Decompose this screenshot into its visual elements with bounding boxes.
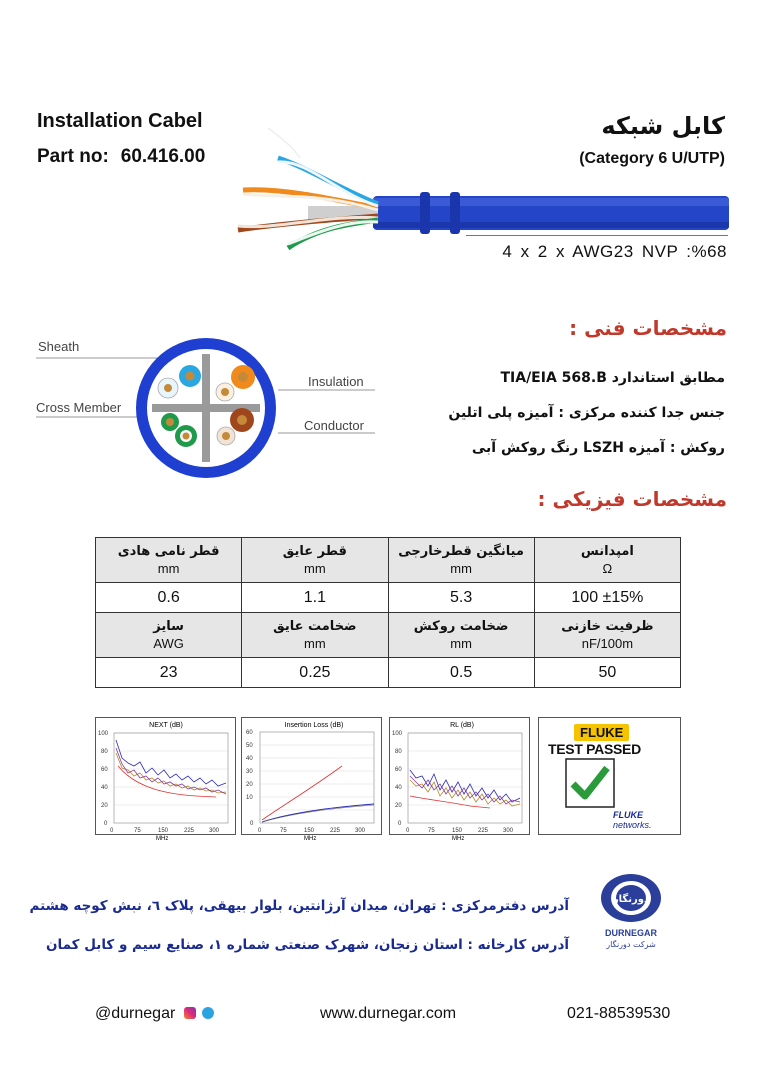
y-tick: 20: [395, 803, 402, 809]
x-label: MHz: [156, 836, 169, 842]
y-tick: 30: [246, 769, 253, 775]
factory-address: آدرس کارخانه : استان زنجان، شهرک صنعتی شماره ۱، صنایع سیم و کابل کمان: [46, 937, 569, 953]
part-label: Part no:: [37, 146, 109, 167]
return-loss-graph: [389, 717, 530, 842]
y-tick: 0: [398, 821, 402, 827]
fluke-logo: FLUKE: [574, 724, 629, 741]
table-cell: 23: [96, 658, 242, 688]
x-tick: 225: [184, 828, 195, 834]
y-tick: 10: [246, 795, 253, 801]
graph-title: RL (dB): [450, 722, 474, 729]
x-tick: 300: [503, 828, 514, 834]
x-tick: 75: [280, 828, 287, 834]
y-tick: 20: [101, 803, 108, 809]
y-tick: 100: [98, 731, 109, 737]
logo-text: DURNEGAR: [604, 928, 657, 938]
table-header-cell: ظرفیت خازنی nF/100m: [534, 613, 680, 658]
cable-image: [238, 128, 732, 238]
x-tick: 0: [406, 828, 410, 834]
table-cell: 100 ±15%: [534, 583, 680, 613]
table-cell: 50: [534, 658, 680, 688]
table-row: [96, 583, 681, 613]
x-tick: 225: [330, 828, 341, 834]
fluke-networks-logo: FLUKE networks.: [613, 810, 652, 830]
graph-title: Insertion Loss (dB): [284, 722, 344, 729]
standard-item: مطابق استاندارد TIA/EIA 568.B: [500, 370, 725, 386]
y-tick: 40: [101, 785, 108, 791]
y-tick: 80: [101, 749, 108, 755]
table-cell: 0.25: [242, 658, 388, 688]
insertion-loss-graph: [241, 717, 382, 842]
social-handle-text: @durnegar: [95, 1005, 176, 1022]
jacket-item: روکش : آمیزه LSZH رنگ روکش آبی: [471, 440, 725, 456]
table-header-row: [96, 538, 681, 583]
divider: [466, 235, 728, 236]
label-insulation: Insulation: [308, 374, 364, 389]
product-title-fa: کابل شبکه: [601, 112, 725, 140]
x-label: MHz: [452, 836, 465, 842]
durnegar-logo: [600, 872, 662, 924]
social-handle: [95, 1005, 214, 1023]
graph-title: NEXT (dB): [149, 722, 183, 729]
check-icon: [565, 758, 615, 808]
product-title-en: Installation Cabel: [37, 110, 203, 132]
y-tick: 100: [392, 731, 403, 737]
table-header-cell: امپدانس Ω: [534, 538, 680, 583]
cable-spec-line: 4 x 2 x AWG23 NVP :%68: [502, 242, 727, 261]
y-tick: 20: [246, 782, 253, 788]
physical-spec-table: [95, 537, 681, 688]
office-address: آدرس دفترمرکزی : تهران، میدان آرژانتین، بلوار بیهقی، پلاک ٦، نبش کوچه هشتم: [29, 898, 569, 914]
product-category: (Category 6 U/UTP): [579, 150, 725, 167]
table-cell: 5.3: [388, 583, 534, 613]
y-tick: 0: [250, 821, 254, 827]
x-tick: 150: [158, 828, 169, 834]
x-tick: 75: [428, 828, 435, 834]
label-conductor: Conductor: [304, 418, 364, 433]
table-header-cell: سایز AWG: [96, 613, 242, 658]
y-tick: 40: [395, 785, 402, 791]
y-tick: 0: [104, 821, 108, 827]
insertion-loss-plot: [242, 718, 381, 842]
x-label: MHz: [304, 836, 317, 842]
table-header-cell: ضخامت روکش mm: [388, 613, 534, 658]
y-tick: 40: [246, 756, 253, 762]
next-graph-plot: [96, 718, 235, 842]
physical-heading: مشخصات فیزیکی :: [537, 487, 727, 511]
next-graph: [95, 717, 236, 842]
y-tick: 50: [246, 743, 253, 749]
table-cell: 0.5: [388, 658, 534, 688]
telegram-icon[interactable]: [202, 1007, 214, 1019]
table-cell: 0.6: [96, 583, 242, 613]
fluke-test-badge: [538, 717, 681, 835]
website-link[interactable]: www.durnegar.com: [320, 1005, 457, 1022]
x-tick: 0: [258, 828, 262, 834]
table-header-cell: میانگین قطرخارجی mm: [388, 538, 534, 583]
label-cross-member: Cross Member: [36, 400, 122, 415]
x-tick: 225: [478, 828, 489, 834]
part-number: [37, 146, 205, 168]
table-header-cell: ضخامت عایق mm: [242, 613, 388, 658]
svg-text:دورنگار: دورنگار: [612, 894, 650, 905]
table-row: [96, 658, 681, 688]
x-tick: 150: [304, 828, 315, 834]
separator-item: جنس جدا کننده مرکزی : آمیزه پلی اتلین: [448, 405, 725, 421]
cross-section-diagram: [30, 330, 380, 480]
x-tick: 300: [209, 828, 220, 834]
table-header-cell: قطر عایق mm: [242, 538, 388, 583]
part-number-value: 60.416.00: [120, 146, 206, 167]
y-tick: 60: [101, 767, 108, 773]
table-header-cell: قطر نامی هادی mm: [96, 538, 242, 583]
label-sheath: Sheath: [38, 339, 80, 354]
x-tick: 150: [452, 828, 463, 834]
x-tick: 300: [355, 828, 366, 834]
table-cell: 1.1: [242, 583, 388, 613]
table-header-row: [96, 613, 681, 658]
y-tick: 60: [395, 767, 402, 773]
x-tick: 75: [134, 828, 141, 834]
x-tick: 0: [110, 828, 114, 834]
y-tick: 60: [246, 730, 253, 736]
technical-heading: مشخصات فنی :: [569, 316, 727, 340]
logo-text-fa: شرکت دورنگار: [606, 940, 656, 949]
y-tick: 80: [395, 749, 402, 755]
phone-number: 021-88539530: [567, 1005, 671, 1022]
return-loss-plot: [390, 718, 529, 842]
test-passed-label: TEST PASSED: [548, 741, 641, 757]
instagram-icon[interactable]: [184, 1007, 196, 1019]
